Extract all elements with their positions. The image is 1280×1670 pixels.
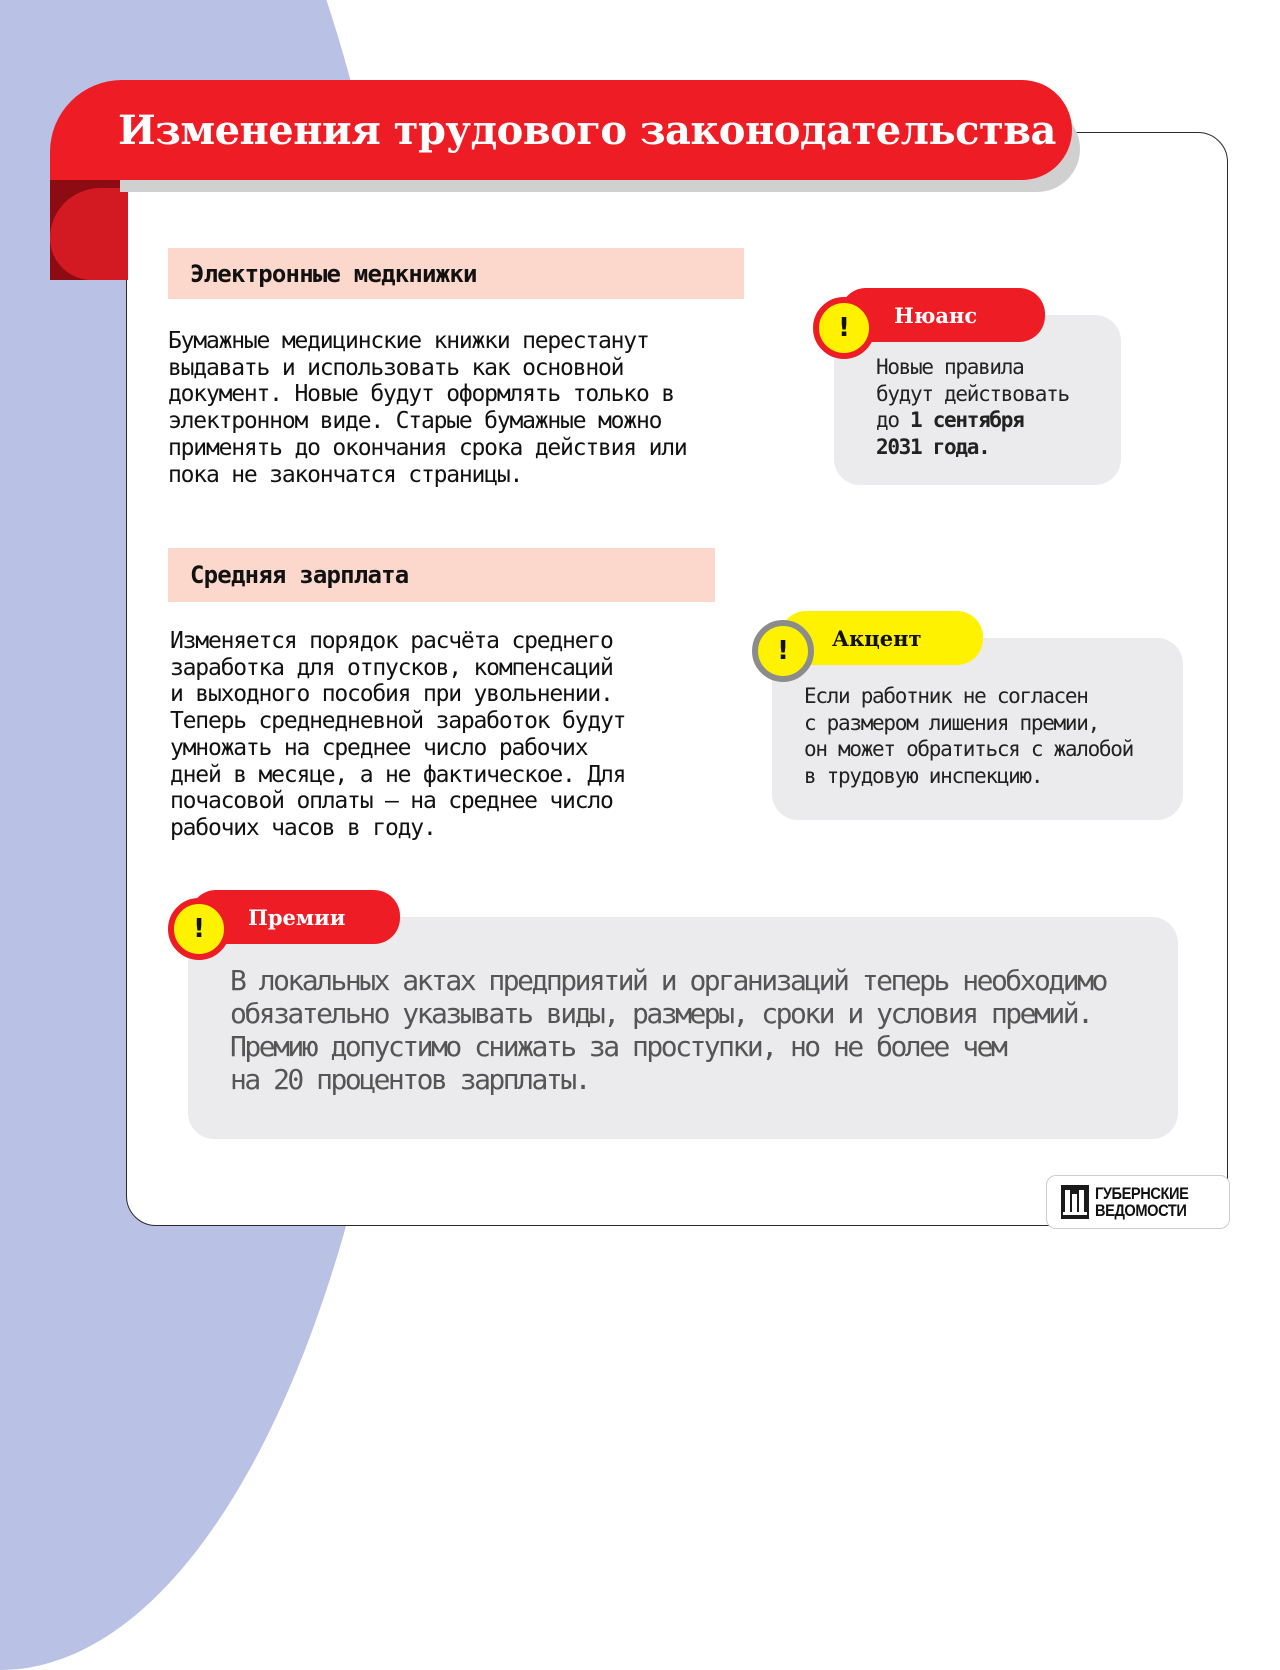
body-line: Изменяется порядок расчёта среднего (170, 628, 613, 654)
exclamation-glyph: ! (838, 313, 850, 343)
nuance-date: 1 сентября (910, 408, 1024, 432)
body-line: пока не закончатся страницы. (168, 461, 523, 488)
accent-line: он может обратиться с жалобой (804, 737, 1133, 761)
body-line: применять до окончания срока действия или (168, 434, 687, 461)
body-line: документ. Новые будут оформлять только в (168, 381, 674, 408)
title-ribbon (50, 80, 1072, 180)
body-line: заработка для отпусков, компенсаций (170, 654, 613, 681)
nuance-line-prefix: до (876, 408, 911, 432)
bonus-line: на 20 процентов зарплаты. (230, 1063, 589, 1096)
nuance-line (876, 434, 1069, 461)
accent-line: Если работник не согласен (804, 684, 1088, 708)
body-line: умножать на среднее число рабочих (170, 734, 588, 761)
body-line: рабочих часов в году. (170, 814, 436, 841)
body-line: электронном виде. Старые бумажные можно (168, 408, 662, 435)
accent-line: с размером лишения премии, (804, 710, 1099, 735)
exclamation-icon (168, 898, 230, 960)
exclamation-icon (813, 297, 875, 359)
accent-line: в трудовую инспекцию. (804, 763, 1043, 788)
body-line: Теперь среднедневной заработок будут (170, 708, 626, 735)
nuance-line: Новые правила (876, 355, 1024, 379)
section-body-salary (170, 628, 625, 842)
logo-emblem-icon (1061, 1185, 1089, 1219)
bonus-text (230, 964, 1106, 1096)
nuance-line: будут действовать (876, 381, 1069, 406)
nuance-line (876, 407, 1069, 434)
accent-label: Акцент (832, 625, 922, 651)
body-line: Бумажные медицинские книжки перестанут (168, 328, 649, 354)
section-header-label: Средняя зарплата (190, 561, 409, 589)
nuance-label: Нюанс (894, 302, 978, 328)
exclamation-glyph: ! (193, 914, 205, 944)
nuance-year: 2031 года. (876, 434, 990, 459)
logo-line: ВЕДОМОСТИ (1095, 1201, 1187, 1220)
page-title: Изменения трудового законодательства (118, 106, 1056, 154)
publisher-logo (1046, 1175, 1230, 1229)
section-header-label: Электронные медкнижки (190, 259, 477, 288)
logo-line: ГУБЕРНСКИЕ (1095, 1184, 1189, 1203)
exclamation-icon (752, 620, 814, 682)
section-header-medbooks (168, 248, 744, 299)
section-body-medbooks (168, 328, 687, 488)
logo-wordmark (1095, 1185, 1188, 1219)
bonus-line: В локальных актах предприятий и организаций теперь необходимо (230, 964, 1106, 997)
nuance-text (876, 354, 1069, 460)
body-line: дней в месяце, а не фактическое. Для (170, 761, 626, 788)
section-header-salary (168, 548, 715, 602)
body-line: почасовой оплаты — на среднее число (170, 788, 613, 815)
bonus-label: Премии (248, 904, 346, 930)
bonus-line: обязательно указывать виды, размеры, сроки и условия премий. (230, 997, 1092, 1030)
bonus-line: Премию допустимо снижать за проступки, но не более чем (230, 1030, 1006, 1063)
body-line: выдавать и использовать как основной (168, 354, 624, 381)
accent-text (804, 683, 1133, 789)
body-line: и выходного пособия при увольнении. (170, 681, 613, 708)
exclamation-glyph: ! (777, 636, 789, 666)
